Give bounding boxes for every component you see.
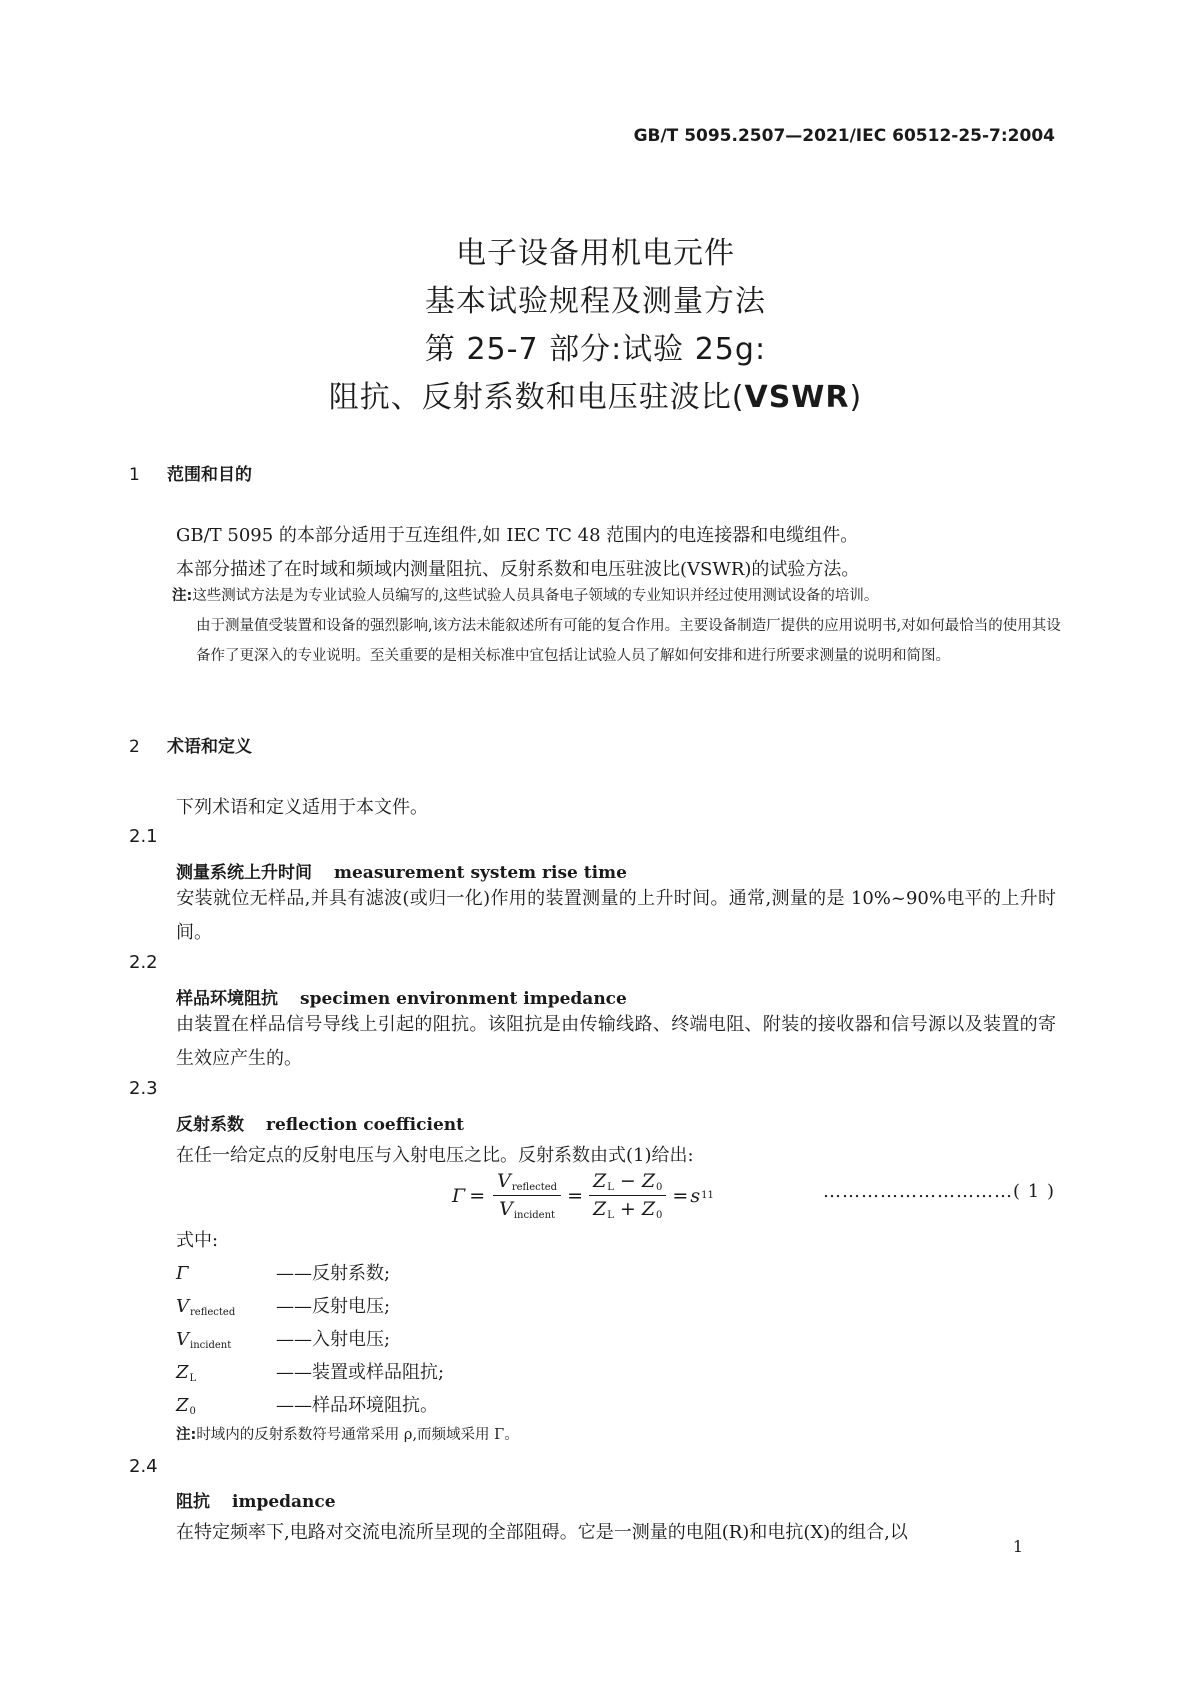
- eq-sub-l-top: L: [607, 1182, 614, 1193]
- section-1-number: 1: [129, 465, 140, 485]
- eq-equals-1: =: [469, 1184, 486, 1207]
- symbol-name: Z: [176, 1395, 189, 1416]
- definition-2-4-term-cn: 阻抗: [176, 1492, 210, 1512]
- definition-2-3-term-cn: 反射系数: [176, 1115, 244, 1135]
- where-label: 式中:: [176, 1230, 219, 1251]
- section-2-intro: 下列术语和定义适用于本文件。: [176, 797, 428, 818]
- definition-2-2-number: 2.2: [129, 952, 158, 973]
- definition-2-4-def: 在特定频率下,电路对交流电流所呈现的全部阻碍。它是一测量的电阻(R)和电抗(X)的组合,以: [176, 1522, 908, 1543]
- eq-equals-2: =: [567, 1184, 583, 1207]
- title-line-4: [0, 372, 1191, 416]
- eq-v-bottom: V: [499, 1198, 513, 1220]
- eq-fraction-voltage: [493, 1170, 561, 1221]
- definition-2-2-def: 由装置在样品信号导线上引起的阻抗。该阻抗是由传输线路、终端电阻、附装的接收器和信号源以及装置的寄生效应产生的。: [176, 1014, 1056, 1069]
- definition-2-4-number: 2.4: [129, 1456, 158, 1477]
- section-1-note-first-line: [172, 581, 878, 611]
- definition-2-3-term: [176, 1110, 464, 1135]
- eq-v-top: V: [497, 1170, 511, 1192]
- eq-z0-top: Z: [641, 1170, 656, 1192]
- equation-1: [452, 1170, 714, 1221]
- eq-zl-bottom: Z: [593, 1198, 607, 1220]
- symbol-sub: 0: [189, 1406, 196, 1417]
- definition-2-3-term-en: reflection coefficient: [266, 1115, 464, 1135]
- eq-sub-11: 11: [701, 1190, 714, 1201]
- title-line-2: 基本试验规程及测量方法: [425, 284, 766, 319]
- definition-2-1-term: [176, 858, 627, 883]
- eq-sub-0-bottom: 0: [656, 1210, 663, 1221]
- eq-fraction-impedance: [589, 1170, 666, 1221]
- eq-z0-bottom: Z: [641, 1198, 656, 1220]
- definition-2-2-term-cn: 样品环境阻抗: [176, 989, 278, 1009]
- document-header: GB/T 5095.2507—2021/IEC 60512-25-7:2004: [633, 126, 1055, 146]
- page-number: 1: [1012, 1537, 1023, 1556]
- title-line-4-part-a: 阻抗、反射系数和电压驻波比(: [328, 380, 745, 415]
- equation-number: …………………………( 1 ): [823, 1181, 1055, 1202]
- definition-2-3-note-label: 注:: [176, 1427, 197, 1443]
- eq-zl-top: Z: [593, 1170, 607, 1192]
- definition-2-1-text: [176, 882, 1056, 950]
- symbol-name: V: [176, 1329, 189, 1350]
- title-line-4-part-c: ): [849, 380, 863, 415]
- symbol-row: [176, 1325, 390, 1351]
- definition-2-4-term-en: impedance: [232, 1492, 336, 1512]
- symbol-row: [176, 1292, 390, 1318]
- section-1-note-line-1: 这些测试方法是为专业试验人员编写的,这些试验人员具备电子领域的专业知识并经过使用测试设备的培训。: [192, 588, 879, 604]
- eq-gamma: Γ: [452, 1184, 466, 1207]
- symbol-desc: ——反射电压;: [276, 1296, 391, 1317]
- symbol-desc: ——反射系数;: [276, 1263, 391, 1284]
- definition-2-1-number: 2.1: [129, 826, 158, 847]
- section-2-heading: [129, 732, 252, 757]
- definition-2-3-note-text: 时域内的反射系数符号通常采用 ρ,而频域采用 Γ。: [196, 1427, 519, 1443]
- definition-2-3-def: 在任一给定点的反射电压与入射电压之比。反射系数由式(1)给出:: [176, 1145, 694, 1166]
- section-2-number: 2: [129, 737, 140, 757]
- symbol-name: Γ: [176, 1263, 189, 1284]
- definition-2-1-def: 安装就位无样品,并具有滤波(或归一化)作用的装置测量的上升时间。通常,测量的是 10%~90%电平的上升时间。: [176, 888, 1056, 943]
- eq-sub-l-bottom: L: [607, 1210, 614, 1221]
- eq-plus: +: [613, 1198, 642, 1220]
- definition-2-2-term: [176, 984, 627, 1009]
- section-1-note-rest: 由于测量值受装置和设备的强烈影响,该方法未能叙述所有可能的复合作用。主要设备制造厂提供的应用说明书,对如何最恰当的使用其设备作了更深入的专业说明。至关重要的是相关标准中宜包括让试验人员了解如何安排和进行所要求测量的说明和简图。: [196, 618, 1061, 664]
- symbol-desc: ——样品环境阻抗。: [276, 1395, 438, 1416]
- symbol-row: [176, 1358, 444, 1384]
- section-1-title: 范围和目的: [167, 465, 252, 485]
- symbol-row: [176, 1259, 390, 1285]
- symbol-sub: reflected: [190, 1307, 236, 1318]
- title-line-1: 电子设备用机电元件: [456, 236, 735, 271]
- symbol-desc: ——装置或样品阻抗;: [276, 1362, 445, 1383]
- symbol-sub: L: [189, 1373, 197, 1384]
- definition-2-3-note: [176, 1420, 519, 1450]
- eq-sub-0-top: 0: [656, 1182, 663, 1193]
- symbol-name: V: [176, 1296, 189, 1317]
- eq-equals-3: =: [672, 1184, 689, 1207]
- section-2-title: 术语和定义: [167, 737, 252, 757]
- section-1-para-2: 本部分描述了在时域和频域内测量阻抗、反射系数和电压驻波比(VSWR)的试验方法。: [176, 559, 860, 580]
- section-1-note-label: 注:: [172, 588, 193, 604]
- eq-s: s: [690, 1184, 701, 1207]
- eq-minus: −: [613, 1170, 642, 1192]
- title-line-4-vswr: VSWR: [744, 380, 850, 415]
- symbol-name: Z: [176, 1362, 189, 1383]
- symbol-sub: incident: [190, 1340, 232, 1351]
- definition-2-1-term-cn: 测量系统上升时间: [176, 863, 312, 883]
- section-1-heading: [129, 460, 252, 485]
- eq-sub-incident: incident: [513, 1210, 556, 1221]
- title-line-3: 第 25-7 部分:试验 25g:: [424, 332, 767, 367]
- section-1-para-1: GB/T 5095 的本部分适用于互连组件,如 IEC TC 48 范围内的电连接器和电缆组件。: [176, 525, 859, 546]
- definition-2-3-number: 2.3: [129, 1078, 158, 1099]
- eq-sub-reflected: reflected: [511, 1182, 558, 1193]
- symbol-row: [176, 1391, 438, 1417]
- definition-2-4-term: [176, 1487, 336, 1512]
- symbol-desc: ——入射电压;: [276, 1329, 391, 1350]
- definition-2-2-term-en: specimen environment impedance: [300, 989, 627, 1009]
- definition-2-1-term-en: measurement system rise time: [334, 863, 627, 883]
